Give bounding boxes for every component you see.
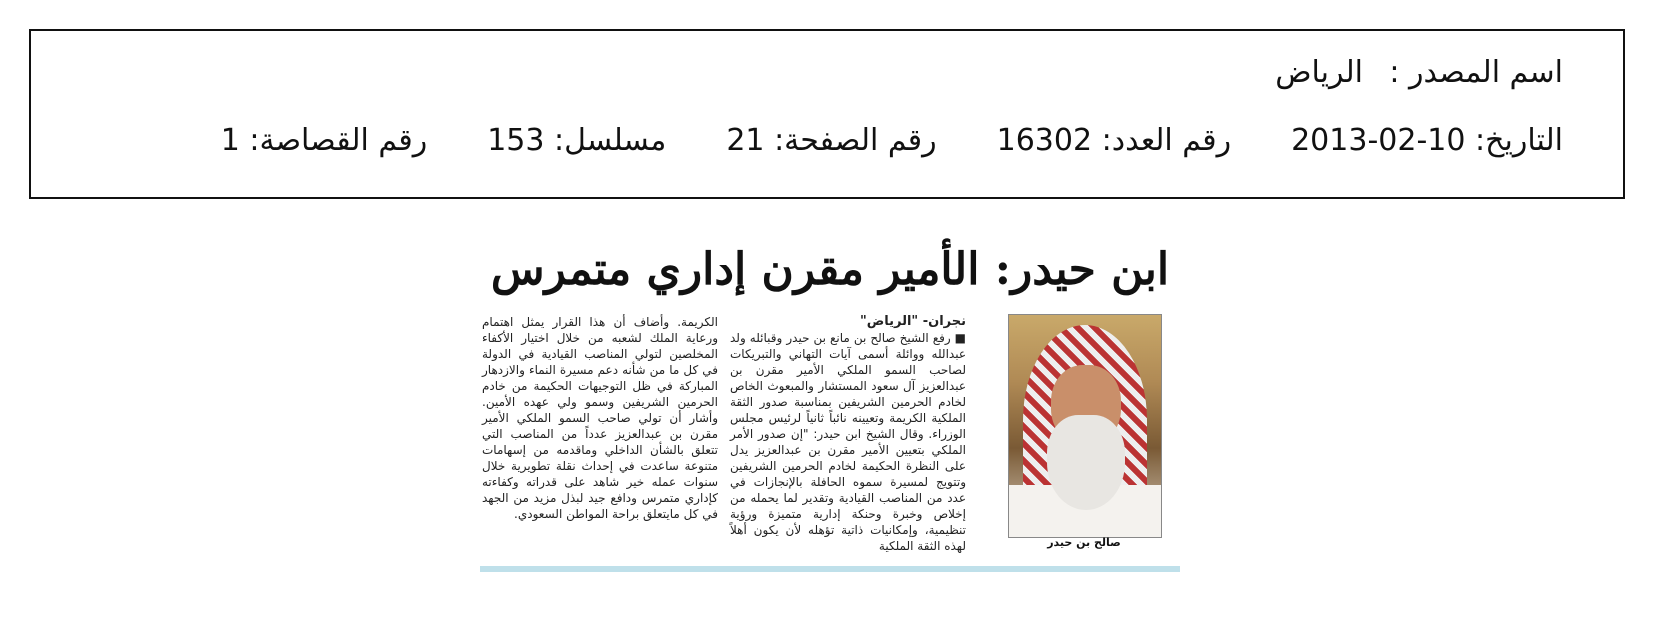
article-headline: ابن حيدر: الأمير مقرن إداري متمرس: [490, 244, 1170, 295]
source-label: اسم المصدر :: [1389, 55, 1563, 90]
date-field: التاريخ: 10-02-2013: [1291, 123, 1563, 158]
newspaper-clipping: [480, 236, 1180, 617]
clip-number: رقم القصاصة: 1: [220, 123, 428, 158]
metadata-row: [221, 123, 1563, 158]
source-row: [1275, 55, 1563, 90]
article-column-left: الكريمة. وأضاف أن هذا القرار يمثل اهتمام ورعاية الملك لشعبه من خلال اختيار الأكفاء المخلصين لتولي المناصب القيادية في الدولة في كل ما من شأنه دعم مسيرة النماء والازدهار المباركة في ظل التوجيهات الحكيمة من خادم الحرمين الشريفين وسمو ولي عهده الأمين. وأشار أن تولي صاحب السمو الملكي الأمير مقرن بن عبدالعزيز عدداً من المناصب التي تتعلق بالشأن الداخلي وماقدمه من إسهامات متنوعة ساعدت في إحداث نقلة تطويرية خلال سنوات عمله خير شاهد على قدراته وكفاءته كإداري متمرس ودافع جيد لبذل مزيد من الجهد في كل مايتعلق براحة المواطن السعودي.: [482, 315, 718, 521]
source-info-box: [29, 29, 1625, 199]
serial-number: مسلسل: 153: [487, 123, 667, 158]
bottom-divider: [480, 566, 1180, 572]
portrait-photo: [1008, 314, 1162, 538]
article-column-right: [730, 314, 966, 554]
photo-caption: صالح بن حيدر: [1047, 536, 1121, 549]
dateline: نجران- "الرياض": [859, 314, 966, 329]
column-right-text: ■ رفع الشيخ صالح بن مانع بن حيدر وقبائله ولد عبدالله ووائلة أسمى آيات التهاني والتبريكات لصاحب السمو الملكي الأمير مقرن بن عبدالعزيز آل سعود المستشار والمبعوث الخاص لخادم الحرمين الشريفين بمناسبة صدور الثقة الملكية الكريمة وتعيينه نائباً ثانياً لرئيس مجلس الوزراء. وقال الشيخ ابن حيدر: "إن صدور الأمر الملكي بتعيين الأمير مقرن بن عبدالعزيز يدل على النظرة الحكيمة لخادم الحرمين الشريفين وتتويج لمسيرة سموه الحافلة بالإنجازات في عدد من المناصب القيادية وتقدير لما يحمله من إخلاص وخبرة وحنكة إدارية متميزة ورؤية تنظيمية، وإمكانيات ذاتية تؤهله لأن يكون أهلاً لهذه الثقة الملكية: [730, 331, 966, 553]
source-value: الرياض: [1275, 55, 1363, 90]
page-number: رقم الصفحة: 21: [726, 123, 937, 158]
issue-number: رقم العدد: 16302: [996, 123, 1232, 158]
